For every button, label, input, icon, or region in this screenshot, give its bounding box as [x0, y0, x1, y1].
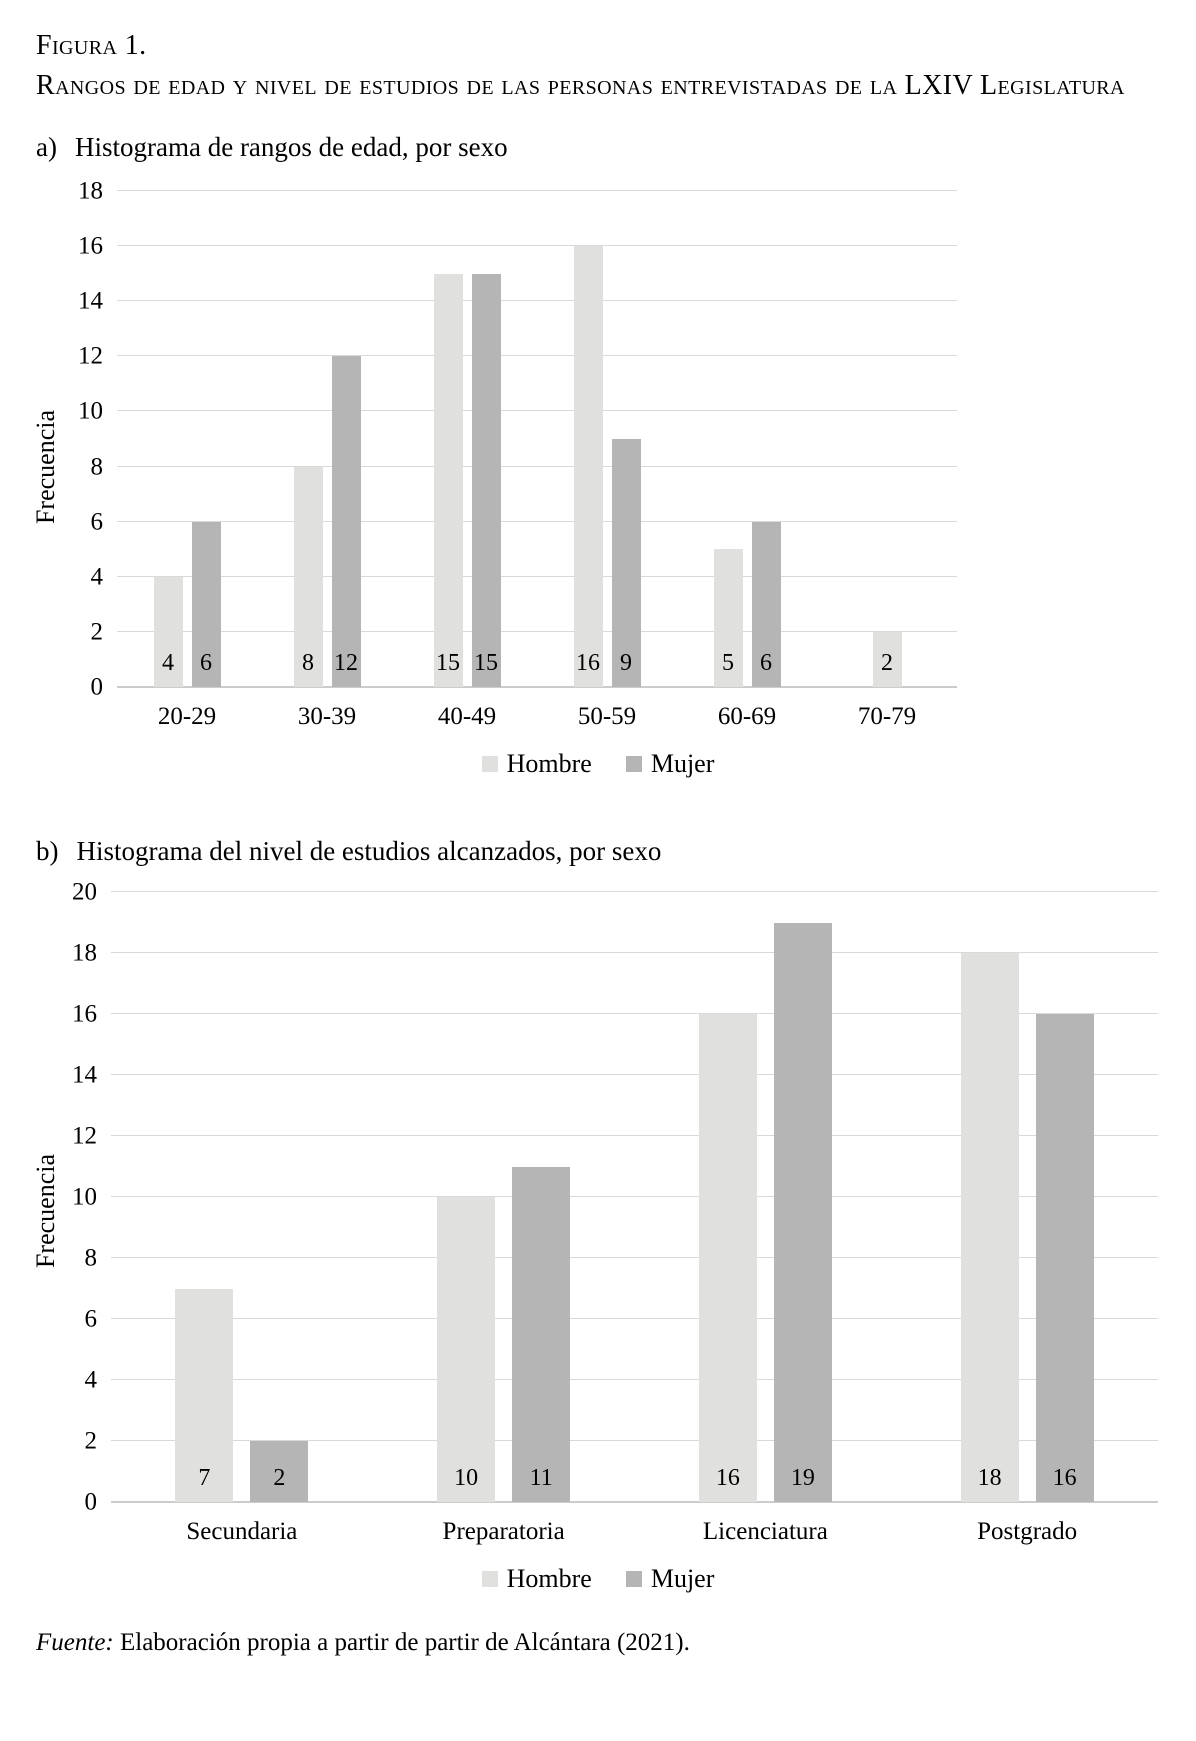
section-age-histogram [0, 132, 1196, 780]
y-tick-label: 18 [78, 177, 103, 205]
figure-label: Figura 1. [36, 30, 147, 61]
bar-mujer-Postgrado [1036, 1014, 1094, 1502]
bar-group-50-59 [537, 191, 677, 687]
x-tick-label-Postgrado: Postgrado [977, 1518, 1078, 1545]
bar-mujer-Licenciatura [774, 923, 832, 1503]
y-tick-label: 8 [84, 1244, 97, 1272]
bar-group-40-49 [397, 191, 537, 687]
bar-value-label: 11 [529, 1465, 553, 1491]
bar-value-label: 19 [790, 1465, 815, 1491]
legend-swatch-hombre [482, 756, 498, 772]
bar-group-20-29 [117, 191, 257, 687]
bar-hombre-70-79 [873, 632, 902, 687]
y-tick-label: 2 [90, 618, 103, 646]
legend-swatch-mujer [626, 756, 642, 772]
legend-label-mujer: Mujer [650, 749, 715, 778]
section-a-title-text: Histograma de rangos de edad, por sexo [74, 132, 508, 162]
y-tick-label: 12 [72, 1122, 97, 1150]
bar-value-label: 15 [474, 650, 498, 676]
bar-value-label: 18 [977, 1465, 1002, 1491]
bar-value-label: 2 [273, 1465, 286, 1491]
source-text: Elaboración propia a partir de partir de Alcántara (2021). [119, 1629, 690, 1656]
bar-value-label: 12 [334, 650, 358, 676]
bar-group-30-39 [257, 191, 397, 687]
bar-value-label: 6 [200, 650, 212, 676]
legend-label-mujer: Mujer [650, 1564, 715, 1593]
section-a-label: a) [36, 132, 57, 162]
y-tick-label: 18 [72, 939, 97, 967]
x-tick-label-Licenciatura: Licenciatura [702, 1518, 828, 1545]
bar-mujer-30-39 [332, 356, 361, 687]
x-tick-label-50-59: 50-59 [577, 703, 637, 730]
bar-value-label: 9 [620, 650, 632, 676]
x-tick-label-70-79: 70-79 [857, 703, 917, 730]
bar-value-label: 15 [436, 650, 460, 676]
y-tick-label: 8 [90, 453, 103, 481]
section-a-title [36, 132, 1196, 163]
y-tick-label: 6 [90, 508, 103, 536]
legend-label-hombre: Hombre [506, 749, 592, 778]
bar-value-label: 8 [302, 650, 314, 676]
bar-value-label: 4 [162, 650, 174, 676]
bar-value-label: 16 [715, 1465, 740, 1491]
source-label: Fuente: [36, 1629, 114, 1656]
legend-label-hombre: Hombre [506, 1564, 592, 1593]
plot-area [72, 878, 1158, 1516]
legend-item-mujer [626, 1564, 715, 1594]
bar-value-label: 5 [722, 650, 734, 676]
education-histogram-chart [0, 878, 1196, 1595]
bar-hombre-Secundaria [175, 1289, 233, 1503]
bar-value-label: 16 [576, 650, 600, 676]
section-b-title-text: Histograma del nivel de estudios alcanzados, por sexo [76, 836, 662, 866]
bar-group-70-79 [817, 191, 957, 687]
legend [0, 748, 1196, 780]
bar-mujer-60-69 [752, 522, 781, 687]
bar-value-label: 16 [1052, 1465, 1077, 1491]
source-note [36, 1629, 1196, 1657]
bar-hombre-Preparatoria [437, 1197, 495, 1502]
x-tick-label-Secundaria: Secundaria [186, 1518, 298, 1545]
y-axis-title: Frecuencia [31, 409, 60, 525]
x-tick-label-20-29: 20-29 [157, 703, 217, 730]
bar-mujer-20-29 [192, 522, 221, 687]
y-tick-label: 4 [84, 1366, 97, 1394]
legend-item-hombre [482, 1564, 592, 1594]
y-tick-label: 10 [78, 397, 103, 425]
y-tick-label: 6 [84, 1305, 97, 1333]
bars-row [117, 191, 957, 687]
x-tick-label-40-49: 40-49 [437, 703, 497, 730]
legend-swatch-hombre [482, 1571, 498, 1587]
bars-row [111, 892, 1158, 1502]
legend-item-hombre [482, 749, 592, 779]
x-tick-label-30-39: 30-39 [297, 703, 357, 730]
bar-mujer-40-49 [472, 274, 501, 687]
figure-title: Rangos de edad y nivel de estudios de las personas entrevistadas de la LXIV Legislatura [36, 70, 1125, 101]
bar-value-label: 7 [198, 1465, 211, 1491]
bar-mujer-Preparatoria [512, 1167, 570, 1503]
bar-mujer-Secundaria [250, 1441, 308, 1502]
y-tick-label: 2 [84, 1427, 97, 1455]
bar-group-Licenciatura [635, 892, 897, 1502]
section-education-histogram [0, 836, 1196, 1595]
x-axis-labels [117, 701, 957, 732]
bar-group-Secundaria [111, 892, 373, 1502]
y-tick-label: 14 [78, 287, 103, 315]
section-b-label: b) [36, 836, 59, 866]
age-histogram-chart [0, 177, 1196, 780]
legend-swatch-mujer [626, 1571, 642, 1587]
y-tick-label: 16 [72, 1000, 97, 1028]
bar-hombre-Licenciatura [699, 1014, 757, 1502]
y-tick-label: 20 [72, 878, 97, 906]
y-tick-label: 14 [72, 1061, 97, 1089]
bar-group-Postgrado [896, 892, 1158, 1502]
y-tick-label: 10 [72, 1183, 97, 1211]
legend-item-mujer [626, 749, 715, 779]
bar-group-Preparatoria [373, 892, 635, 1502]
bar-hombre-50-59 [574, 246, 603, 687]
section-b-title [36, 836, 1196, 867]
x-axis-labels [111, 1516, 1158, 1547]
x-tick-label-60-69: 60-69 [717, 703, 777, 730]
bar-hombre-Postgrado [961, 953, 1019, 1502]
legend [0, 1563, 1196, 1595]
plot-area [78, 177, 957, 701]
y-axis-title: Frecuencia [31, 1153, 60, 1269]
y-tick-label: 12 [78, 342, 103, 370]
x-tick-label-Preparatoria: Preparatoria [442, 1518, 565, 1545]
y-tick-label: 0 [84, 1488, 97, 1516]
bar-value-label: 6 [760, 650, 772, 676]
bar-value-label: 2 [881, 650, 893, 676]
y-tick-label: 16 [78, 232, 103, 260]
y-tick-label: 0 [90, 673, 103, 701]
y-tick-label: 4 [90, 563, 103, 591]
bar-mujer-50-59 [612, 439, 641, 687]
bar-group-60-69 [677, 191, 817, 687]
bar-value-label: 10 [454, 1465, 479, 1491]
bar-hombre-40-49 [434, 274, 463, 687]
figure-heading [36, 26, 1160, 106]
